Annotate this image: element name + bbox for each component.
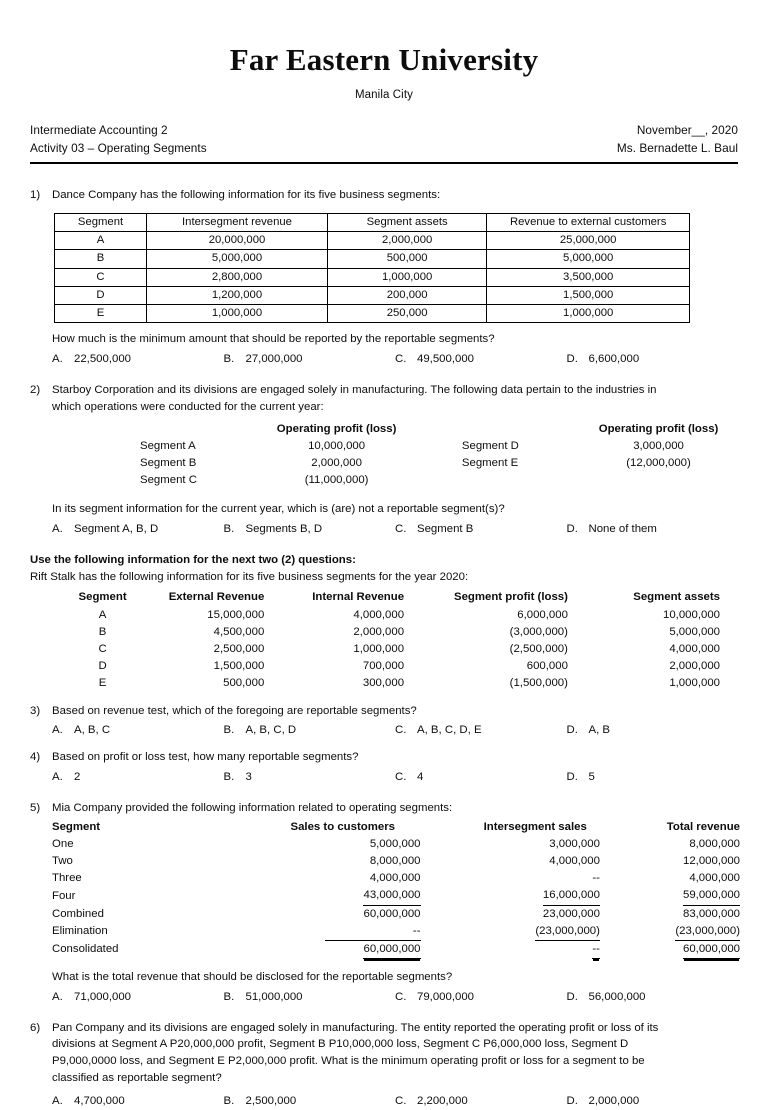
choice-a-value: A, B, C xyxy=(74,724,111,737)
shared-stem: Rift Stalk has the following information for its five business segments for the year 2020: xyxy=(30,571,469,584)
choice-a[interactable] xyxy=(52,769,224,786)
cell-right-value: 3,000,000 xyxy=(633,440,684,453)
question-6-number: 6) xyxy=(30,1021,41,1034)
cell-intersegment xyxy=(443,887,628,905)
choice-c[interactable] xyxy=(395,989,567,1006)
col-header-intersegment-sales: Intersegment sales xyxy=(483,820,587,833)
cell-sales xyxy=(243,923,443,941)
choice-d-value: None of them xyxy=(588,523,657,536)
question-1-stem-line xyxy=(30,187,738,204)
university-city: Manila City xyxy=(355,88,413,101)
table-row xyxy=(140,472,740,489)
choice-a[interactable] xyxy=(52,989,224,1006)
cell-assets: 1,000,000 xyxy=(327,268,486,286)
question-4-prompt: Based on profit or loss test, how many reportable segments? xyxy=(52,751,359,764)
cell-intersegment xyxy=(443,923,628,941)
cell-segment: C xyxy=(98,643,107,656)
choice-b[interactable] xyxy=(224,521,396,538)
shared-table-wrap xyxy=(64,589,738,693)
table-row xyxy=(52,906,740,923)
question-2-prompt: In its segment information for the current year, which is (are) not a reportable segment(s)? xyxy=(52,503,505,516)
question-5-table xyxy=(52,819,740,959)
cell-segment: Two xyxy=(52,855,73,868)
cell-right-label: Segment E xyxy=(461,457,519,470)
cell-segment: D xyxy=(55,286,147,304)
cell-segment: One xyxy=(52,838,74,851)
question-2 xyxy=(30,382,738,538)
choice-b-value: 3 xyxy=(245,771,252,784)
cell-segment: A xyxy=(98,609,107,622)
choice-b[interactable] xyxy=(224,989,396,1006)
choice-a[interactable] xyxy=(52,1093,224,1110)
cell-total-value: 60,000,000 xyxy=(683,941,740,959)
cell-total-value: (23,000,000) xyxy=(675,923,740,941)
spacer xyxy=(418,438,462,455)
cell-segment: B xyxy=(55,250,147,268)
cell-external: 1,000,000 xyxy=(487,305,690,323)
cell-intersegment: 20,000,000 xyxy=(147,232,328,250)
col-header-segment-assets: Segment assets xyxy=(327,213,486,231)
col-header-internal-revenue: Internal Revenue xyxy=(312,590,405,603)
question-6-line-1 xyxy=(30,1020,738,1037)
cell-segment: A xyxy=(55,232,147,250)
choice-a-value: 4,700,000 xyxy=(74,1095,125,1108)
question-5-prompt: What is the total revenue that should be disclosed for the reportable segments? xyxy=(52,970,453,983)
choice-a-letter: A. xyxy=(52,353,63,366)
cell-intersegment xyxy=(443,853,628,870)
table-row xyxy=(64,641,724,658)
spacer xyxy=(418,455,462,472)
cell-internal-revenue: 2,000,000 xyxy=(353,626,405,639)
question-5-stem-line xyxy=(30,800,738,817)
table-row xyxy=(52,887,740,905)
cell-segment-assets: 2,000,000 xyxy=(669,660,720,673)
cell-sales xyxy=(243,836,443,853)
cell-total xyxy=(628,906,740,923)
cell-intersegment: 5,000,000 xyxy=(147,250,328,268)
choice-c-letter: C. xyxy=(395,724,407,737)
table-row xyxy=(52,941,740,959)
table-row xyxy=(140,438,740,455)
cell-segment-assets: 4,000,000 xyxy=(669,643,720,656)
choice-a-letter: A. xyxy=(52,771,63,784)
choice-d[interactable] xyxy=(567,989,739,1006)
cell-segment: D xyxy=(98,660,107,673)
cell-intersegment-value: 4,000,000 xyxy=(549,855,600,868)
choice-d[interactable] xyxy=(567,769,739,786)
choice-c-letter: C. xyxy=(395,771,407,784)
course-name: Intermediate Accounting 2 xyxy=(30,122,168,137)
cell-intersegment: 1,200,000 xyxy=(147,286,328,304)
table-header-row xyxy=(55,213,690,231)
table-row xyxy=(55,268,690,286)
cell-external-revenue: 2,500,000 xyxy=(213,643,265,656)
cell-segment-assets: 5,000,000 xyxy=(669,626,720,639)
question-3 xyxy=(30,703,738,740)
col-header-segment: Segment xyxy=(52,820,101,833)
cell-segment: Four xyxy=(52,889,76,902)
choice-d[interactable] xyxy=(567,1093,739,1110)
question-6 xyxy=(30,1020,738,1110)
question-4-choices xyxy=(52,769,738,786)
col-header-sales-to-customers: Sales to customers xyxy=(290,820,395,833)
cell-total-value: 8,000,000 xyxy=(689,838,740,851)
question-1-prompt: How much is the minimum amount that should be reported by the reportable segments? xyxy=(52,333,495,346)
cell-segment-profit: (2,500,000) xyxy=(509,643,568,656)
choice-c[interactable] xyxy=(395,1093,567,1110)
cell-right-value xyxy=(577,472,740,489)
question-6-text-line1: Pan Company and its divisions are engaged solely in manufacturing. The entity reported the operating profit or loss of its xyxy=(52,1021,659,1034)
table-row xyxy=(64,658,724,675)
question-2-stem-line1: Starboy Corporation and its divisions are engaged solely in manufacturing. The following data pertain to the industries in xyxy=(52,384,657,397)
choice-c-letter: C. xyxy=(395,523,407,536)
choice-b-letter: B. xyxy=(223,771,235,784)
cell-left-label: Segment B xyxy=(140,457,197,470)
choice-d[interactable] xyxy=(567,521,739,538)
choice-c-value: 4 xyxy=(417,771,424,784)
question-2-table-wrap xyxy=(140,421,738,489)
cell-sales xyxy=(243,887,443,905)
cell-segment: E xyxy=(55,305,147,323)
choice-b-value: 2,500,000 xyxy=(245,1095,297,1108)
cell-assets: 2,000,000 xyxy=(327,232,486,250)
question-5-table-wrap xyxy=(52,819,738,959)
cell-assets: 250,000 xyxy=(327,305,486,323)
choice-d-value: A, B xyxy=(588,724,611,737)
choice-b-letter: B. xyxy=(223,724,235,737)
cell-sales-value: 60,000,000 xyxy=(363,941,420,959)
col-header-segment-assets: Segment assets xyxy=(633,590,720,603)
choice-b-value: Segments B, D xyxy=(245,523,323,536)
choice-a[interactable] xyxy=(52,722,224,739)
choice-d-letter: D. xyxy=(566,1095,578,1108)
cell-sales xyxy=(243,853,443,870)
cell-total xyxy=(628,887,740,905)
choice-c[interactable] xyxy=(395,351,567,368)
col-header-external-revenue: External Revenue xyxy=(168,590,265,603)
cell-sales-value: -- xyxy=(325,923,421,941)
table-row xyxy=(64,675,724,692)
choice-c-value: 79,000,000 xyxy=(417,990,475,1003)
cell-sales-value: 43,000,000 xyxy=(363,887,420,905)
choice-a-letter: A. xyxy=(52,724,63,737)
question-4-number: 4) xyxy=(30,751,41,764)
table-header-row xyxy=(52,819,740,836)
cell-segment: B xyxy=(98,626,107,639)
cell-left-value: (11,000,000) xyxy=(304,474,369,487)
choice-c-letter: C. xyxy=(395,990,407,1003)
choice-c[interactable] xyxy=(395,521,567,538)
cell-total xyxy=(628,941,740,959)
cell-external: 3,500,000 xyxy=(487,268,690,286)
cell-sales-value: 5,000,000 xyxy=(369,838,421,851)
cell-intersegment-value: 3,000,000 xyxy=(549,838,600,851)
choice-b-value: 27,000,000 xyxy=(245,353,303,366)
cell-intersegment xyxy=(443,870,628,887)
question-4-prompt-line xyxy=(30,749,738,766)
choice-d-value: 2,000,000 xyxy=(588,1095,640,1108)
choice-c[interactable] xyxy=(395,722,567,739)
shared-instruction: Use the following information for the next two (2) questions: xyxy=(30,554,356,567)
cell-total xyxy=(628,923,740,941)
choice-b-letter: B. xyxy=(223,353,235,366)
choice-a-value: Segment A, B, D xyxy=(74,523,159,536)
choice-b[interactable] xyxy=(224,769,396,786)
table-row xyxy=(55,286,690,304)
question-6-choices xyxy=(52,1093,738,1110)
cell-total xyxy=(628,853,740,870)
cell-intersegment: 1,000,000 xyxy=(147,305,328,323)
cell-total xyxy=(628,870,740,887)
choice-a[interactable] xyxy=(52,351,224,368)
cell-external-revenue: 15,000,000 xyxy=(207,609,265,622)
table-row xyxy=(52,836,740,853)
choice-c-letter: C. xyxy=(395,353,407,366)
question-6-text-line3: P9,000,0000 loss, and Segment E P2,000,000 profit. What is the minimum operating profit or loss for a segment to be xyxy=(52,1055,645,1068)
cell-segment: Three xyxy=(52,872,82,885)
choice-c-letter: C. xyxy=(395,1095,407,1108)
cell-intersegment-value: -- xyxy=(592,872,600,885)
cell-total-value: 12,000,000 xyxy=(682,855,740,868)
cell-left-label: Segment A xyxy=(140,440,196,453)
cell-right-label xyxy=(462,472,577,489)
choice-d-value: 56,000,000 xyxy=(588,990,646,1003)
choice-a-letter: A. xyxy=(52,523,63,536)
document-content xyxy=(30,164,738,1110)
question-4 xyxy=(30,749,738,786)
question-1-choices xyxy=(52,351,738,368)
choice-c-value: A, B, C, D, E xyxy=(417,724,482,737)
table-row xyxy=(55,305,690,323)
table-row xyxy=(64,607,724,624)
question-5 xyxy=(30,800,738,1006)
choice-c[interactable] xyxy=(395,769,567,786)
col-header-segment-profit: Segment profit (loss) xyxy=(454,590,568,603)
cell-segment: C xyxy=(55,268,147,286)
cell-segment-profit: 600,000 xyxy=(526,660,568,673)
cell-intersegment-value: -- xyxy=(592,941,600,959)
document-meta xyxy=(30,101,738,158)
choice-b-letter: B. xyxy=(223,990,235,1003)
cell-left-value: 10,000,000 xyxy=(308,440,366,453)
choice-d-value: 5 xyxy=(588,771,595,784)
question-1-stem: Dance Company has the following information for its five business segments: xyxy=(52,189,441,202)
choice-a-letter: A. xyxy=(52,1095,63,1108)
activity-name: Activity 03 – Operating Segments xyxy=(30,140,207,155)
table-row xyxy=(64,624,724,641)
cell-external-revenue: 500,000 xyxy=(223,677,265,690)
cell-right-value: (12,000,000) xyxy=(626,457,691,470)
cell-total xyxy=(628,836,740,853)
question-5-number: 5) xyxy=(30,802,41,815)
cell-external: 25,000,000 xyxy=(487,232,690,250)
choice-b[interactable] xyxy=(224,351,396,368)
table-header-row xyxy=(140,421,740,438)
spacer xyxy=(462,421,577,438)
col-header-segment: Segment xyxy=(55,213,147,231)
cell-external: 1,500,000 xyxy=(487,286,690,304)
cell-sales xyxy=(243,941,443,959)
table-row xyxy=(52,853,740,870)
choice-d[interactable] xyxy=(567,351,739,368)
question-3-number: 3) xyxy=(30,704,41,717)
cell-intersegment xyxy=(443,836,628,853)
cell-sales xyxy=(243,870,443,887)
instructor-name: Ms. Bernadette L. Baul xyxy=(616,140,738,155)
choice-d-letter: D. xyxy=(566,990,578,1003)
cell-left-label: Segment C xyxy=(140,474,197,487)
question-2-choices xyxy=(52,521,738,538)
table-header-row xyxy=(64,589,724,607)
cell-segment-profit: (3,000,000) xyxy=(509,626,568,639)
question-6-text-line4: classified as reportable segment? xyxy=(52,1072,222,1085)
question-3-prompt-line xyxy=(30,703,738,720)
spacer xyxy=(418,472,462,489)
cell-intersegment-value: 16,000,000 xyxy=(543,887,600,905)
question-3-choices xyxy=(52,722,738,739)
cell-left-value: 2,000,000 xyxy=(311,457,362,470)
choice-d-letter: D. xyxy=(566,724,578,737)
cell-assets: 200,000 xyxy=(327,286,486,304)
cell-right-label: Segment D xyxy=(461,440,519,453)
question-1-table xyxy=(54,213,690,324)
choice-a-value: 71,000,000 xyxy=(74,990,132,1003)
question-5-stem: Mia Company provided the following information related to operating segments: xyxy=(52,802,453,815)
choice-c-value: 49,500,000 xyxy=(417,353,475,366)
cell-total-value: 4,000,000 xyxy=(689,872,740,885)
university-title: Far Eastern University xyxy=(229,42,539,77)
question-6-text-line2: divisions at Segment A P20,000,000 profit, Segment B P10,000,000 loss, Segment C P6,000,000 loss, Segment D xyxy=(52,1038,629,1051)
cell-segment-assets: 1,000,000 xyxy=(669,677,720,690)
cell-external-revenue: 4,500,000 xyxy=(213,626,265,639)
question-5-choices xyxy=(52,989,738,1006)
question-2-number: 2) xyxy=(30,384,41,397)
cell-intersegment-value: 23,000,000 xyxy=(542,907,600,920)
cell-total-value: 59,000,000 xyxy=(683,887,740,905)
cell-internal-revenue: 300,000 xyxy=(362,677,405,690)
spacer xyxy=(140,421,255,438)
choice-b[interactable] xyxy=(224,722,396,739)
question-1-number: 1) xyxy=(30,189,41,202)
cell-intersegment: 2,800,000 xyxy=(147,268,328,286)
cell-segment: Combined xyxy=(52,907,104,920)
cell-external: 5,000,000 xyxy=(487,250,690,268)
shared-table xyxy=(64,589,724,693)
question-2-stem-line-1 xyxy=(30,382,738,399)
question-2-table xyxy=(140,421,740,489)
question-1 xyxy=(30,187,738,368)
table-row xyxy=(52,923,740,941)
question-2-stem-line2: which operations were conducted for the current year: xyxy=(52,401,324,414)
cell-segment-profit: 6,000,000 xyxy=(517,609,568,622)
choice-d-letter: D. xyxy=(566,523,578,536)
cell-assets: 500,000 xyxy=(327,250,486,268)
choice-a-letter: A. xyxy=(52,990,63,1003)
choice-b-value: 51,000,000 xyxy=(245,990,303,1003)
table-row xyxy=(55,250,690,268)
choice-d[interactable] xyxy=(567,722,739,739)
choice-a-value: 22,500,000 xyxy=(74,353,132,366)
choice-d-letter: D. xyxy=(566,771,578,784)
cell-segment-profit: (1,500,000) xyxy=(509,677,568,690)
choice-b-letter: B. xyxy=(223,523,235,536)
choice-d-value: 6,600,000 xyxy=(588,353,640,366)
col-header-intersegment-revenue: Intersegment revenue xyxy=(147,213,328,231)
col-header-external-revenue: Revenue to external customers xyxy=(487,213,690,231)
cell-intersegment-value: (23,000,000) xyxy=(535,923,600,941)
cell-internal-revenue: 700,000 xyxy=(362,660,405,673)
choice-a[interactable] xyxy=(52,521,224,538)
cell-segment: Consolidated xyxy=(52,943,119,956)
col-header-right-operating-profit: Operating profit (loss) xyxy=(598,422,719,435)
table-row xyxy=(55,232,690,250)
cell-internal-revenue: 1,000,000 xyxy=(353,643,405,656)
choice-b-value: A, B, C, D xyxy=(245,724,297,737)
cell-intersegment xyxy=(443,906,628,923)
cell-sales-value: 60,000,000 xyxy=(363,907,421,920)
spacer xyxy=(418,421,462,438)
cell-intersegment xyxy=(443,941,628,959)
meta-row-bottom xyxy=(30,139,738,157)
table-row xyxy=(140,455,740,472)
shared-info-block xyxy=(30,552,738,692)
cell-external-revenue: 1,500,000 xyxy=(213,660,265,673)
cell-segment: E xyxy=(98,677,107,690)
choice-c-value: Segment B xyxy=(417,523,474,536)
meta-row-top xyxy=(30,121,738,139)
choice-b-letter: B. xyxy=(223,1095,235,1108)
cell-sales-value: 8,000,000 xyxy=(369,855,421,868)
cell-sales xyxy=(243,906,443,923)
document-date: November__, 2020 xyxy=(636,122,738,137)
choice-c-value: 2,200,000 xyxy=(417,1095,468,1108)
cell-sales-value: 4,000,000 xyxy=(369,872,421,885)
col-header-left-operating-profit: Operating profit (loss) xyxy=(276,422,397,435)
choice-b[interactable] xyxy=(224,1093,396,1110)
cell-internal-revenue: 4,000,000 xyxy=(353,609,405,622)
cell-segment-assets: 10,000,000 xyxy=(662,609,720,622)
cell-total-value: 83,000,000 xyxy=(682,907,740,920)
table-row xyxy=(52,870,740,887)
choice-d-letter: D. xyxy=(566,353,578,366)
choice-a-value: 2 xyxy=(74,771,81,784)
cell-segment: Elimination xyxy=(52,925,108,938)
col-header-segment: Segment xyxy=(78,590,127,603)
question-3-prompt: Based on revenue test, which of the foregoing are reportable segments? xyxy=(52,704,417,717)
col-header-total-revenue: Total revenue xyxy=(666,820,740,833)
